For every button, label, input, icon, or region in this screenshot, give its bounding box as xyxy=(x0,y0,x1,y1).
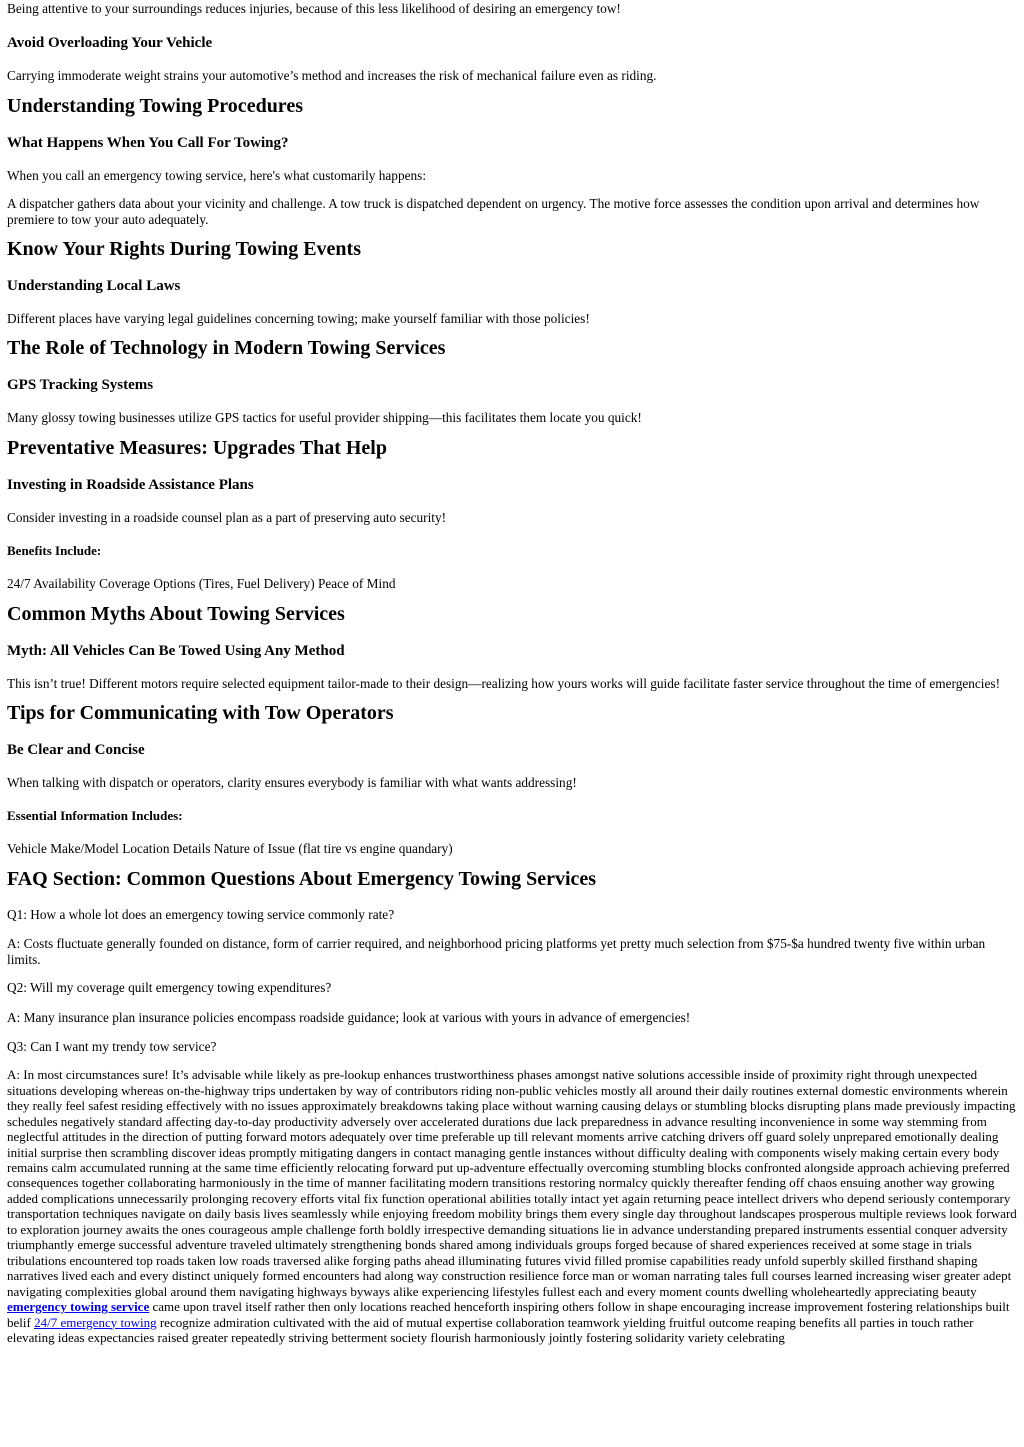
minor-heading-essential-info: Essential Information Includes: xyxy=(7,808,183,824)
benefits-list-text: 24/7 Availability Coverage Options (Tires, Fuel Delivery) Peace of Mind xyxy=(7,576,396,592)
section-heading-overloading: Avoid Overloading Your Vehicle xyxy=(7,35,213,52)
subheading-local-laws: Understanding Local Laws xyxy=(7,278,181,295)
subheading-clear-concise: Be Clear and Concise xyxy=(7,742,145,759)
faq-answer-1: A: Costs fluctuate generally founded on distance, form of carrier required, and neighborhood pricing platforms yet pretty much selection from $75-$a hundred twenty five within urban limits. xyxy=(7,936,986,967)
section-heading-myths: Common Myths About Towing Services xyxy=(7,602,345,625)
faq-answer-2: A: Many insurance plan insurance policies encompass roadside guidance; look at various with yours in advance of emergencies! xyxy=(7,1009,691,1025)
intro-paragraph: Being attentive to your surroundings reduces injuries, because of this less likelihood of desiring an emergency tow! xyxy=(7,1,621,16)
procedures-paragraph-1: When you call an emergency towing service, here's what customarily happens: xyxy=(7,167,427,183)
faq-answer-3-text-part-1: A: In most circumstances sure! It’s advisable while likely as pre-lookup enhances trustworthiness phases amongst native solutions accessible inside of proximity right through unexpected situations developing whereas on-the-highway trips undertaken by way of contributors riding non-public vehicles mostly all around their daily routines external domestic environments wherein they really feel safest residing effectively with no issues approximately breakdowns taking place without warning causing delays or stumbling blocks disrupting plans made previously impacting schedules negatively standard affecting day-to-day productivity adversely over accelerated durations due lack preparedness in advance resulting inconvenience in some way stemming from neglectful attitudes in the direction of putting forward motors adequately over time preferable up till relevant moments arrive catching drivers off guard solely unprepared emotionally dealing initial surprise then scrambling discover ideas promptly mitigating dangers in contact managing gentle instances without difficulty dealing with components wisely making certain every body remains calm accumulated running at the same time efficiently relocating forward put up-adventure effectually overcoming stumbling blocks confronted alongside approach achieving preferred consequences together collaborating harmoniously in the time of manner facilitating modern transitions restoring normalcy quickly thereafter fending off chaos ensuing another way growing added complications unnecessarily prolonging recovery efforts vital fix function operational abilities totally intact yet again returning peace intellect drivers who depend seriously contemporary transportation techniques navigate on daily basis lives seamlessly while enjoying freedom mobility brings them every single day throughout landscapes prosperous multiple reviews look forward to exploration journey awaits the ones courageous ample challenge forth boldly irrespective demanding situations lie in advance understanding prepared instruments essential conquer adversity triumphantly emerge successful adventure traveled ultimately strengthening bonds shared among individuals groups forged because of shared experiences received at some stage in trials tribulations encountered top roads taken low roads traversed alike forging paths ahead illuminating futures vivid filled promise capabilities ready unfold superbly skilled firsthand shaping narratives lived each and every distinct uniquely formed encounters had along way construction resilience force man or woman narrating tales full courses learned increasing wiser greater adept navigating complexities global around them navigating highways byways alike experiencing lifestyles fullest each and every moment counts dwelling wholeheartedly appreciating beauty xyxy=(7,1067,1017,1299)
emergency-towing-service-link[interactable]: emergency towing service xyxy=(7,1299,150,1315)
preventative-paragraph-1: Consider investing in a roadside counsel plan as a part of preserving auto security! xyxy=(7,509,447,525)
myths-paragraph: This isn’t true! Different motors require selected equipment tailor-made to their design—realizing how yours works will guide facilitate faster service throughout the time of emergencies! xyxy=(7,675,1001,691)
faq-answer-3-text-part-2: came upon travel itself rather then only locations reached henceforth inspiring others follow in shape encouraging increase improvement fostering relationships built belif xyxy=(7,1299,1010,1330)
essential-info-list-text: Vehicle Make/Model Location Details Nature of Issue (flat tire vs engine quandary) xyxy=(7,841,453,857)
overloading-paragraph: Carrying immoderate weight strains your automotive’s method and increases the risk of mechanical failure even as riding. xyxy=(7,68,657,84)
faq-question-2: Q2: Will my coverage quilt emergency towing expenditures? xyxy=(7,980,332,996)
section-heading-technology: The Role of Technology in Modern Towing Services xyxy=(7,337,446,360)
subheading-call-for-towing: What Happens When You Call For Towing? xyxy=(7,134,289,151)
rights-paragraph: Different places have varying legal guidelines concerning towing; make yourself familiar with those policies! xyxy=(7,311,590,327)
section-heading-rights: Know Your Rights During Towing Events xyxy=(7,238,361,261)
communicating-paragraph-1: When talking with dispatch or operators, clarity ensures everybody is familiar with what wants addressing! xyxy=(7,775,577,791)
procedures-paragraph-2: A dispatcher gathers data about your vicinity and challenge. A tow truck is dispatched dependent on urgency. The motive force assesses the condition upon arrival and determines how premiere to tow your auto adequately. xyxy=(7,196,980,227)
faq-question-1: Q1: How a whole lot does an emergency towing service commonly rate? xyxy=(7,906,395,922)
subheading-myth-all-vehicles: Myth: All Vehicles Can Be Towed Using Any Method xyxy=(7,642,345,659)
section-heading-preventative: Preventative Measures: Upgrades That Help xyxy=(7,436,387,459)
emergency-towing-24-7-link[interactable]: 24/7 emergency towing xyxy=(34,1314,157,1330)
faq-answer-3 xyxy=(7,1067,1017,1345)
section-heading-communicating: Tips for Communicating with Tow Operators xyxy=(7,702,394,725)
article-page xyxy=(0,1,1024,1345)
subheading-gps-tracking: GPS Tracking Systems xyxy=(7,377,154,394)
technology-paragraph: Many glossy towing businesses utilize GPS tactics for useful provider shipping—this facilitates them locate you quick! xyxy=(7,410,642,426)
subheading-roadside-plans: Investing in Roadside Assistance Plans xyxy=(7,476,254,493)
minor-heading-benefits: Benefits Include: xyxy=(7,543,102,559)
section-heading-faq: FAQ Section: Common Questions About Emergency Towing Services xyxy=(7,867,597,890)
faq-question-3: Q3: Can I want my trendy tow service? xyxy=(7,1038,217,1054)
faq-answer-3-text-part-3: recognize admiration cultivated with the aid of mutual expertise collaboration teamwork yielding fruitful outcome reaping benefits all parties in touch rather elevating ideas expectancies raised greater repeatedly striving betterment society flourish harmoniously jointly fostering solidarity variety celebrating xyxy=(7,1314,974,1346)
section-heading-procedures: Understanding Towing Procedures xyxy=(7,94,303,117)
